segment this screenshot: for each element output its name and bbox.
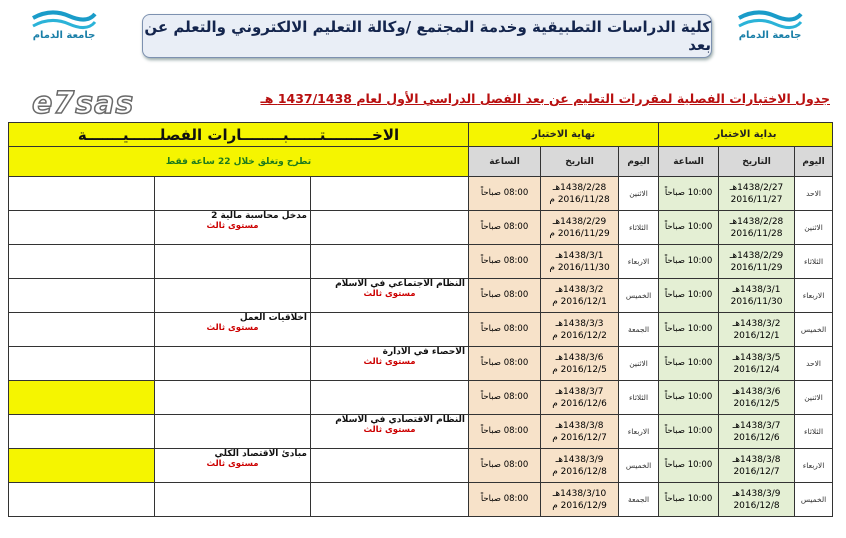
course-level: مستوى ثالث [206,221,259,231]
table-row [9,449,833,483]
end-time-cell: 08:00 صباحاً [469,449,541,483]
end-hijri-date: 1438/3/8هـ [555,420,604,431]
course-level: مستوى ثالث [363,289,416,299]
end-time-cell: 08:00 صباحاً [469,381,541,415]
logo-text: جامعة الدمام [32,30,96,41]
table-row [9,245,833,279]
table-row [9,177,833,211]
course-cell [155,347,311,381]
empty-cell [9,381,155,415]
logo-text: جامعة الدمام [738,30,802,41]
end-gregorian-date: 2016/12/6 م [552,398,607,409]
empty-cell [9,279,155,313]
course-cell [155,279,311,313]
start-date-cell [719,415,795,449]
end-day-cell: الاثنين [619,347,659,381]
start-day-cell: الثلاثاء [795,415,833,449]
start-time-cell: 10:00 صباحاً [659,211,719,245]
course-name: الاحصاء في الادارة [382,347,466,357]
start-date-cell [719,313,795,347]
course-cell [311,279,469,313]
start-gregorian-date: 2016/12/5 [733,398,780,409]
start-gregorian-date: 2016/12/6 [733,432,780,443]
end-hijri-date: 1438/3/7هـ [555,386,604,397]
end-day-cell: الجمعة [619,483,659,517]
exams-title: الاخـــــــــتــــــبــــــــارات الفصلــــــيـــــــة [9,123,469,147]
start-date-cell [719,381,795,415]
end-day-cell: الاثنين [619,177,659,211]
start-time-cell: 10:00 صباحاً [659,279,719,313]
course-cell [311,415,469,449]
end-hijri-date: 1438/3/1هـ [555,250,604,261]
course-cell [311,177,469,211]
end-hijri-date: 1438/3/2هـ [555,284,604,295]
end-date-cell [541,483,619,517]
start-gregorian-date: 2016/11/30 [730,296,783,307]
start-time-cell: 10:00 صباحاً [659,415,719,449]
schedule-subtitle: جدول الاختبارات الفصلية لمقررات التعليم عن بعد الفصل الدراسي الأول لعام 1437/1438 هـ [260,91,830,106]
empty-cell [9,483,155,517]
university-logo-right [720,8,820,50]
empty-cell [9,313,155,347]
end-hijri-date: 1438/3/6هـ [555,352,604,363]
end-time-cell: 08:00 صباحاً [469,313,541,347]
end-time-cell: 08:00 صباحاً [469,483,541,517]
end-day-cell: الخميس [619,279,659,313]
table-row [9,483,833,517]
course-level: مستوى ثالث [206,323,259,333]
course-cell [311,313,469,347]
start-day-cell: الخميس [795,483,833,517]
course-name: مدخل محاسبة مالية 2 [211,211,307,221]
start-gregorian-date: 2016/11/28 [730,228,783,239]
table-row [9,279,833,313]
start-hijri-date: 1438/3/7هـ [732,420,781,431]
start-date-cell [719,347,795,381]
end-time-cell: 08:00 صباحاً [469,177,541,211]
start-day-header: اليوم [795,147,833,177]
watermark: e7sas [32,86,135,121]
end-date-cell [541,381,619,415]
end-day-cell: الاربعاء [619,245,659,279]
start-gregorian-date: 2016/11/27 [730,194,783,205]
end-gregorian-date: 2016/12/1 م [552,296,607,307]
course-cell [311,381,469,415]
empty-cell [9,245,155,279]
university-logo-left [14,8,114,50]
course-cell [155,415,311,449]
start-gregorian-date: 2016/11/29 [730,262,783,273]
start-time-cell: 10:00 صباحاً [659,381,719,415]
start-gregorian-date: 2016/12/8 [733,500,780,511]
start-time-header: الساعة [659,147,719,177]
start-date-header: التاريخ [719,147,795,177]
start-time-cell: 10:00 صباحاً [659,347,719,381]
start-hijri-date: 1438/3/2هـ [732,318,781,329]
course-level: مستوى ثالث [363,357,416,367]
course-name: مبادئ الاقتصاد الكلي [214,449,307,459]
start-date-cell [719,211,795,245]
end-date-cell [541,449,619,483]
course-cell [155,483,311,517]
end-hijri-date: 1438/3/3هـ [555,318,604,329]
end-time-cell: 08:00 صباحاً [469,245,541,279]
end-hijri-date: 1438/3/9هـ [555,454,604,465]
table-row [9,347,833,381]
course-cell [155,245,311,279]
end-gregorian-date: 2016/11/30 م [549,262,610,273]
end-date-cell [541,415,619,449]
end-date-cell [541,313,619,347]
end-hijri-date: 1438/2/29هـ [552,216,607,227]
start-day-cell: الاحد [795,177,833,211]
start-time-cell: 10:00 صباحاً [659,313,719,347]
end-header: نهاية الاختبار [469,123,659,147]
course-cell [311,245,469,279]
end-day-cell: الجمعة [619,313,659,347]
table-row [9,381,833,415]
course-cell [311,211,469,245]
course-cell [155,449,311,483]
course-cell [311,483,469,517]
exam-schedule-table [8,122,833,517]
start-day-cell: الثلاثاء [795,245,833,279]
end-date-cell [541,177,619,211]
start-gregorian-date: 2016/12/1 [733,330,780,341]
end-hijri-date: 1438/3/10هـ [552,488,607,499]
start-gregorian-date: 2016/12/4 [733,364,780,375]
end-date-cell [541,245,619,279]
end-day-cell: الخميس [619,449,659,483]
start-date-cell [719,483,795,517]
start-date-cell [719,449,795,483]
end-gregorian-date: 2016/11/29 م [549,228,610,239]
empty-cell [9,347,155,381]
banner-title: كلية الدراسات التطبيقية وخدمة المجتمع /وكالة التعليم الالكتروني والتعلم عن بعد [142,14,712,58]
exam-note: تطرح وتغلق خلال 22 ساعة فقط [9,147,469,177]
table-row [9,211,833,245]
wave-logo-icon [735,8,805,32]
end-gregorian-date: 2016/12/8 م [552,466,607,477]
empty-cell [9,211,155,245]
end-gregorian-date: 2016/12/2 م [552,330,607,341]
start-hijri-date: 1438/3/5هـ [732,352,781,363]
end-gregorian-date: 2016/12/5 م [552,364,607,375]
wave-logo-icon [29,8,99,32]
course-cell [311,347,469,381]
empty-cell [9,449,155,483]
course-cell [155,177,311,211]
start-header: بداية الاختبار [659,123,833,147]
course-name: النظام الاجتماعي في الاسلام [335,279,466,289]
end-day-cell: الاربعاء [619,415,659,449]
course-cell [155,381,311,415]
end-hijri-date: 1438/2/28هـ [552,182,607,193]
end-gregorian-date: 2016/11/28 م [549,194,610,205]
start-date-cell [719,177,795,211]
course-cell [155,211,311,245]
end-day-header: اليوم [619,147,659,177]
start-hijri-date: 1438/2/28هـ [729,216,784,227]
start-time-cell: 10:00 صباحاً [659,177,719,211]
course-level: مستوى ثالث [206,459,259,469]
end-time-cell: 08:00 صباحاً [469,211,541,245]
end-date-cell [541,347,619,381]
start-time-cell: 10:00 صباحاً [659,483,719,517]
start-hijri-date: 1438/3/1هـ [732,284,781,295]
start-gregorian-date: 2016/12/7 [733,466,780,477]
end-gregorian-date: 2016/12/9 م [552,500,607,511]
course-name: أخلاقيات العمل [239,313,307,323]
end-time-cell: 08:00 صباحاً [469,347,541,381]
start-hijri-date: 1438/3/8هـ [732,454,781,465]
course-level: مستوى ثالث [363,425,416,435]
start-hijri-date: 1438/2/29هـ [729,250,784,261]
end-time-cell: 08:00 صباحاً [469,415,541,449]
start-day-cell: الاثنين [795,381,833,415]
end-date-cell [541,279,619,313]
start-day-cell: الاربعاء [795,449,833,483]
end-date-header: التاريخ [541,147,619,177]
end-day-cell: الثلاثاء [619,211,659,245]
start-day-cell: الاثنين [795,211,833,245]
empty-cell [9,177,155,211]
course-name: النظام الاقتصادي في الاسلام [335,415,466,425]
course-cell [311,449,469,483]
start-hijri-date: 1438/2/27هـ [729,182,784,193]
start-hijri-date: 1438/3/6هـ [732,386,781,397]
end-date-cell [541,211,619,245]
table-row [9,313,833,347]
start-date-cell [719,245,795,279]
start-hijri-date: 1438/3/9هـ [732,488,781,499]
start-day-cell: الخميس [795,313,833,347]
start-time-cell: 10:00 صباحاً [659,449,719,483]
end-day-cell: الثلاثاء [619,381,659,415]
start-date-cell [719,279,795,313]
start-day-cell: الاربعاء [795,279,833,313]
start-day-cell: الاحد [795,347,833,381]
end-time-cell: 08:00 صباحاً [469,279,541,313]
end-gregorian-date: 2016/12/7 م [552,432,607,443]
end-time-header: الساعة [469,147,541,177]
empty-cell [9,415,155,449]
start-time-cell: 10:00 صباحاً [659,245,719,279]
course-cell [155,313,311,347]
table-row [9,415,833,449]
